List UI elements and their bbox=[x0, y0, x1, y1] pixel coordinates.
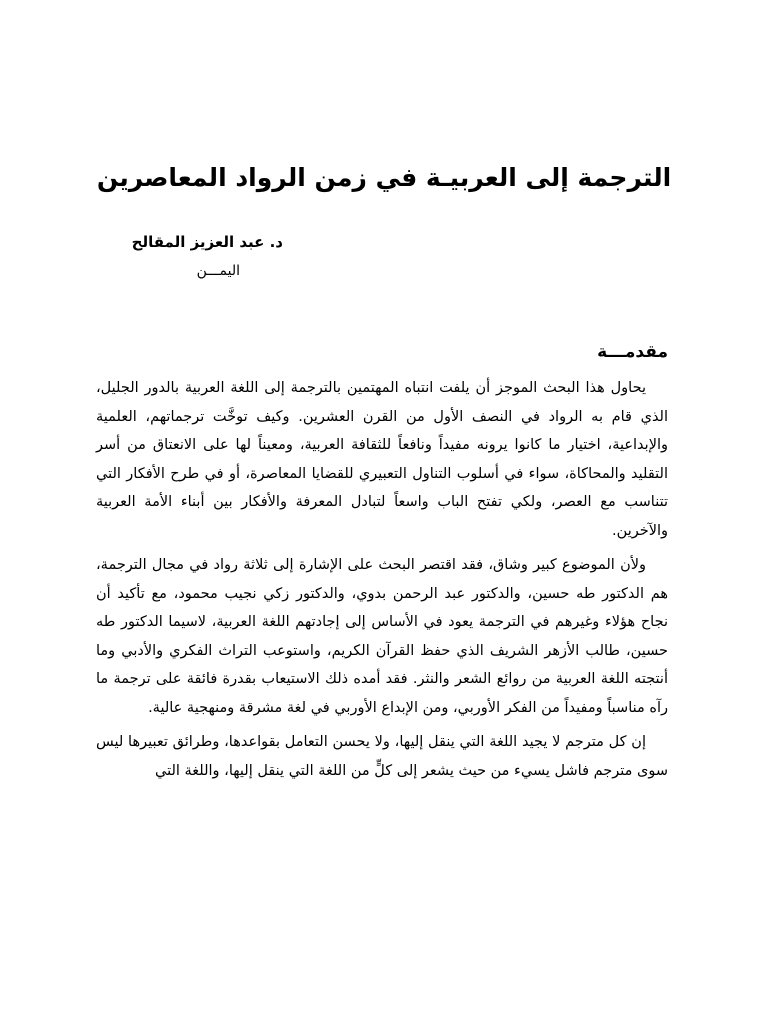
paragraph: إن كل مترجم لا يجيد اللغة التي ينقل إليها، ولا يحسن التعامل بقواعدها، وطرائق تعبيرها ليس سوى مترجم فاشل يسيء من حيث يشعر إلى كلٍّ من اللغة التي ينقل إليها، واللغة التي bbox=[96, 734, 668, 779]
paragraph: يحاول هذا البحث الموجز أن يلفت انتباه المهتمين بالترجمة إلى اللغة العربية بالدور الجليل، الذي قام به الرواد في النصف الأول من القرن العشرين. وكيف توخَّت ترجماتهم، العلمية والإبداعية، اختيار ما كانوا يرونه مفيداً ونافعاً للثقافة العربية، ومعيناً لها على الانعتاق من أسر التقليد والمحاكاة، سواء في أسلوب التناول التعبيري للقضايا المعاصرة، أو في طرح الأفكار التي تتناسب مع العصر، ولكي تفتح الباب واسعاً لتبادل المعرفة والأفكار بين أبناء الأمة العربية والآخرين. bbox=[96, 380, 668, 539]
body-text bbox=[96, 374, 668, 791]
document-title: الترجمة إلى العربيـة في زمن الرواد المعاصرين bbox=[96, 163, 672, 192]
paragraph: ولأن الموضوع كبير وشاق، فقد اقتصر البحث على الإشارة إلى ثلاثة رواد في مجال الترجمة، هم الدكتور طه حسين، والدكتور عبد الرحمن بدوي، والدكتور زكي نجيب محمود، مع تأكيد أن نجاح هؤلاء وغيرهم في الترجمة يعود في الأساس إلى إجادتهم اللغة العربية، لاسيما الدكتور طه حسين، طالب الأزهر الشريف الذي حفظ القرآن الكريم، واستوعب التراث الفكري والأدبي وما أنتجته اللغة العربية من روائع الشعر والنثر. فقد أمده ذلك الاستيعاب بقدرة فائقة على ترجمة ما رآه مناسباً ومفيداً من الفكر الأوربي، ومن الإبداع الأوربي في لغة مشرقة ومنهجية عالية. bbox=[96, 557, 668, 716]
section-heading-introduction: مقدمـــة bbox=[597, 342, 668, 362]
author-name: د. عبد العزيز المقالح bbox=[131, 233, 283, 251]
author-country: اليمـــن bbox=[196, 263, 240, 279]
